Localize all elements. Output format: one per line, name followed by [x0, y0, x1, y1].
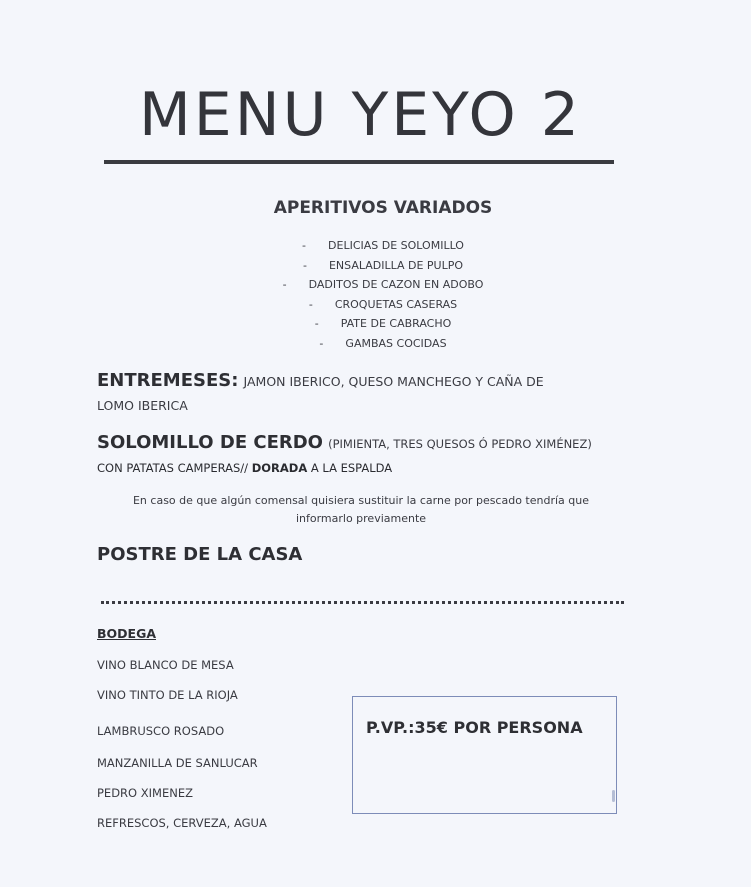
scan-mark	[612, 790, 615, 802]
bodega-item: REFRESCOS, CERVEZA, AGUA	[97, 816, 267, 830]
aperitivo-item: DADITOS DE CAZON EN ADOBO	[308, 278, 484, 292]
solomillo-garnish	[97, 461, 392, 475]
list-item	[0, 314, 751, 334]
dash-bullet: -	[314, 317, 319, 331]
list-item	[0, 334, 751, 354]
aperitivos-list	[0, 236, 751, 354]
postre-heading: POSTRE DE LA CASA	[97, 544, 303, 565]
list-item	[0, 295, 751, 315]
bodega-item: LAMBRUSCO ROSADO	[97, 724, 225, 738]
solomillo-section	[97, 432, 592, 453]
garnish-prefix: CON PATATAS CAMPERAS//	[97, 461, 249, 475]
bodega-item: VINO TINTO DE LA RIOJA	[97, 688, 238, 702]
aperitivo-item: GAMBAS COCIDAS	[345, 336, 447, 350]
list-item	[0, 236, 751, 256]
bodega-heading: BODEGA	[97, 626, 157, 641]
dash-bullet: -	[282, 278, 287, 292]
dotted-divider	[101, 601, 624, 604]
entremeses-heading: ENTREMESES:	[97, 370, 239, 391]
bodega-item: MANZANILLA DE SANLUCAR	[97, 756, 258, 770]
aperitivo-item: PATE DE CABRACHO	[340, 317, 452, 331]
entremeses-text-continued: LOMO IBERICA	[97, 398, 188, 413]
title-underline	[104, 160, 614, 164]
note-line: informarlo previamente	[295, 512, 427, 525]
bodega-item: VINO BLANCO DE MESA	[97, 658, 234, 672]
aperitivo-item: ENSALADILLA DE PULPO	[328, 258, 464, 272]
entremeses-text: JAMON IBERICO, QUESO MANCHEGO Y CAÑA DE	[243, 374, 544, 389]
garnish-bold: DORADA	[251, 461, 308, 475]
list-item	[0, 256, 751, 276]
dash-bullet: -	[302, 258, 307, 272]
list-item	[0, 275, 751, 295]
aperitivo-item: CROQUETAS CASERAS	[334, 297, 458, 311]
entremeses-section	[97, 370, 544, 391]
note-line: En caso de que algún comensal quisiera sustituir la carne por pescado tendría que	[132, 494, 590, 507]
price-box	[352, 696, 617, 814]
substitution-note	[100, 492, 622, 528]
menu-title: MENU YEYO 2	[139, 80, 582, 150]
dash-bullet: -	[319, 336, 324, 350]
solomillo-heading: SOLOMILLO DE CERDO	[97, 432, 323, 453]
garnish-suffix: A LA ESPALDA	[310, 461, 393, 475]
bodega-item: PEDRO XIMENEZ	[97, 786, 193, 800]
aperitivo-item: DELICIAS DE SOLOMILLO	[328, 239, 464, 252]
dash-bullet: -	[302, 239, 307, 252]
aperitivos-heading: APERITIVOS VARIADOS	[273, 198, 493, 218]
solomillo-options: (PIMIENTA, TRES QUESOS Ó PEDRO XIMÉNEZ)	[328, 437, 592, 451]
dash-bullet: -	[308, 297, 313, 311]
price-label: P.VP.:35€ POR PERSONA	[366, 718, 583, 737]
